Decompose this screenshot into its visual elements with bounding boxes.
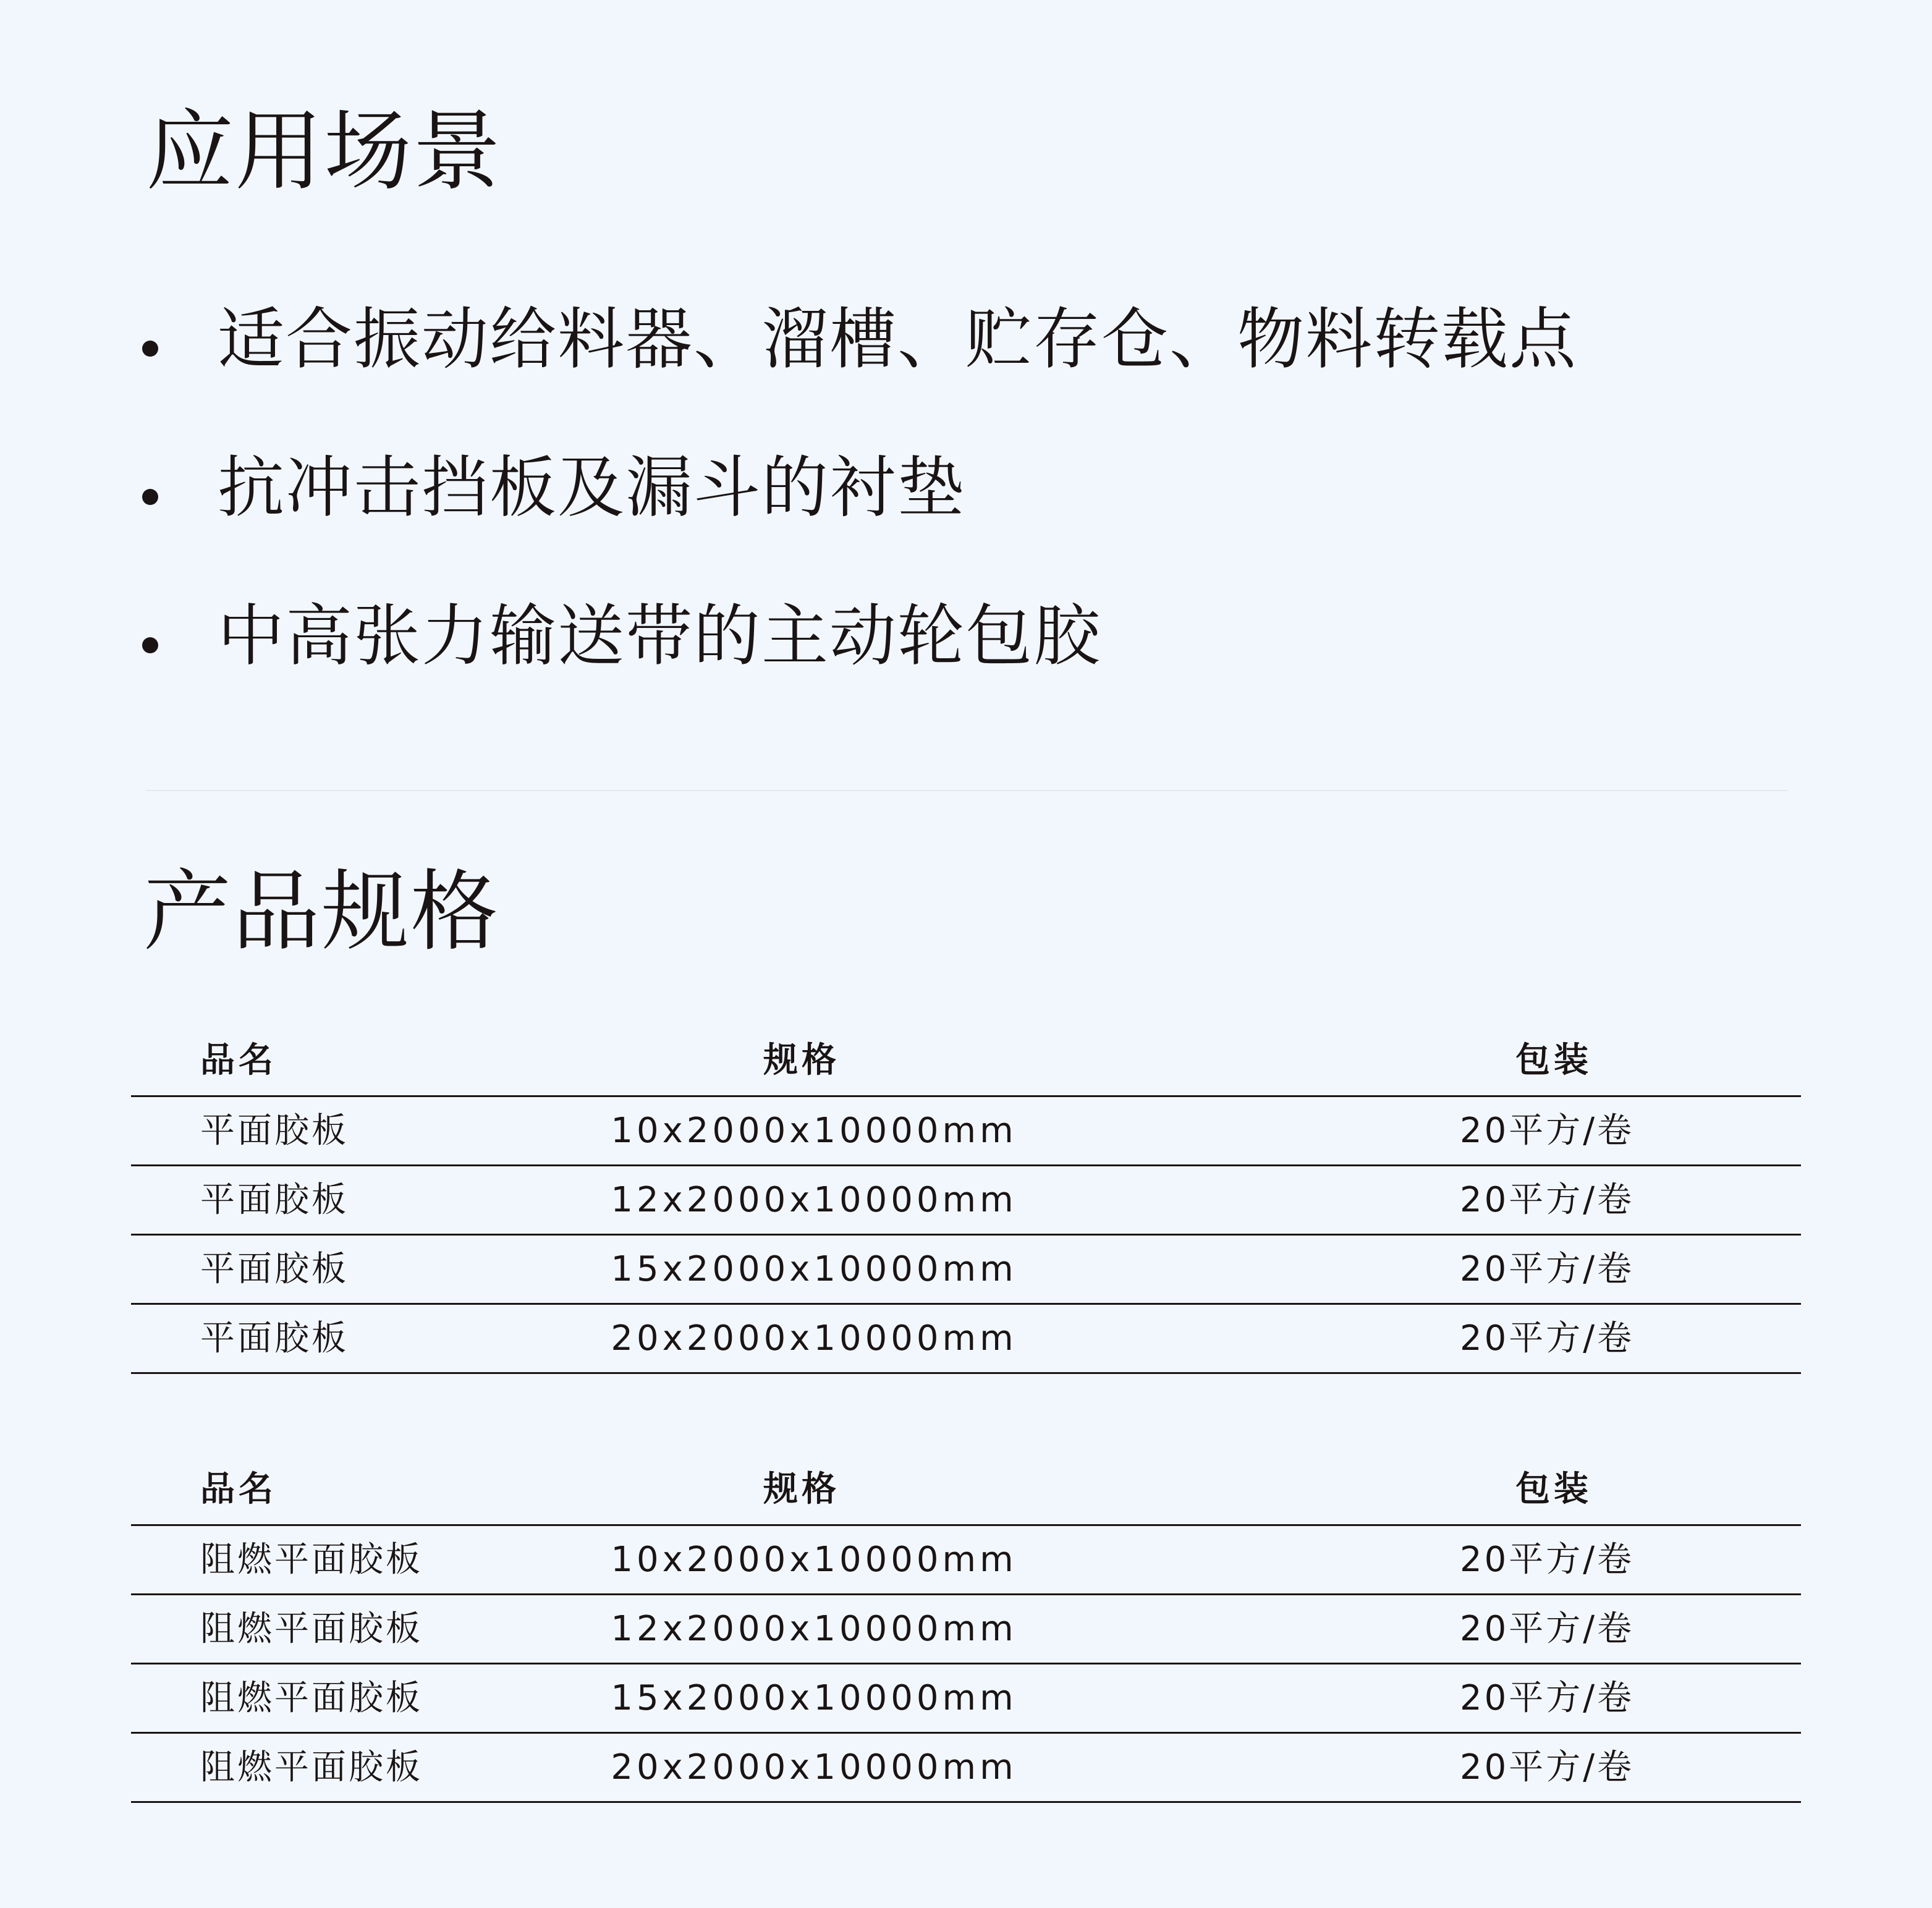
cell-package: 20平方/卷 (1460, 1539, 1635, 1580)
table-row (131, 1526, 1801, 1595)
header-package: 包装 (1515, 1469, 1592, 1509)
header-name: 品名 (200, 1469, 277, 1509)
cell-spec: 12x2000x10000mm (611, 1179, 1017, 1220)
bullet-dot-icon (142, 489, 158, 505)
cell-spec: 10x2000x10000mm (611, 1539, 1017, 1580)
cell-package: 20平方/卷 (1460, 1747, 1635, 1787)
cell-spec: 15x2000x10000mm (611, 1677, 1017, 1718)
application-list (142, 266, 1577, 711)
table-row (131, 1734, 1801, 1803)
table-row (131, 1236, 1801, 1305)
header-spec: 规格 (763, 1469, 840, 1509)
cell-package: 20平方/卷 (1460, 1179, 1635, 1220)
header-name: 品名 (200, 1040, 277, 1080)
cell-name: 平面胶板 (200, 1179, 349, 1220)
cell-package: 20平方/卷 (1460, 1608, 1635, 1649)
table-header-row (131, 1026, 1801, 1097)
header-package: 包装 (1515, 1040, 1592, 1080)
cell-package: 20平方/卷 (1460, 1677, 1635, 1718)
section-title-specs: 产品规格 (143, 861, 499, 963)
list-item-text: 中高张力输送带的主动轮包胶 (218, 598, 1102, 675)
list-item-text: 抗冲击挡板及漏斗的衬垫 (218, 449, 966, 527)
cell-spec: 20x2000x10000mm (611, 1318, 1017, 1359)
list-item (142, 266, 1577, 414)
table-row (131, 1664, 1801, 1734)
table-row (131, 1097, 1801, 1166)
bullet-dot-icon (142, 341, 158, 357)
section-divider (146, 790, 1787, 791)
list-item (142, 562, 1577, 711)
cell-spec: 12x2000x10000mm (611, 1608, 1017, 1649)
cell-name: 平面胶板 (200, 1318, 349, 1359)
cell-name: 平面胶板 (200, 1110, 349, 1151)
header-spec: 规格 (763, 1040, 840, 1080)
cell-spec: 15x2000x10000mm (611, 1249, 1017, 1289)
table-row (131, 1166, 1801, 1236)
spec-table-standard (131, 1026, 1801, 1374)
cell-package: 20平方/卷 (1460, 1110, 1635, 1151)
cell-name: 阻燃平面胶板 (200, 1677, 423, 1718)
cell-name: 阻燃平面胶板 (200, 1608, 423, 1649)
cell-name: 阻燃平面胶板 (200, 1539, 423, 1580)
cell-spec: 20x2000x10000mm (611, 1747, 1017, 1787)
table-row (131, 1305, 1801, 1374)
section-title-application: 应用场景 (146, 101, 502, 203)
cell-package: 20平方/卷 (1460, 1249, 1635, 1289)
list-item-text: 适合振动给料器、溜槽、贮存仓、物料转载点 (218, 301, 1578, 378)
table-row (131, 1595, 1801, 1664)
list-item (142, 414, 1577, 562)
cell-spec: 10x2000x10000mm (611, 1110, 1017, 1151)
cell-name: 平面胶板 (200, 1249, 349, 1289)
bullet-dot-icon (142, 637, 158, 653)
table-header-row (131, 1455, 1801, 1526)
spec-table-flame-retardant (131, 1455, 1801, 1803)
cell-package: 20平方/卷 (1460, 1318, 1635, 1359)
cell-name: 阻燃平面胶板 (200, 1747, 423, 1787)
